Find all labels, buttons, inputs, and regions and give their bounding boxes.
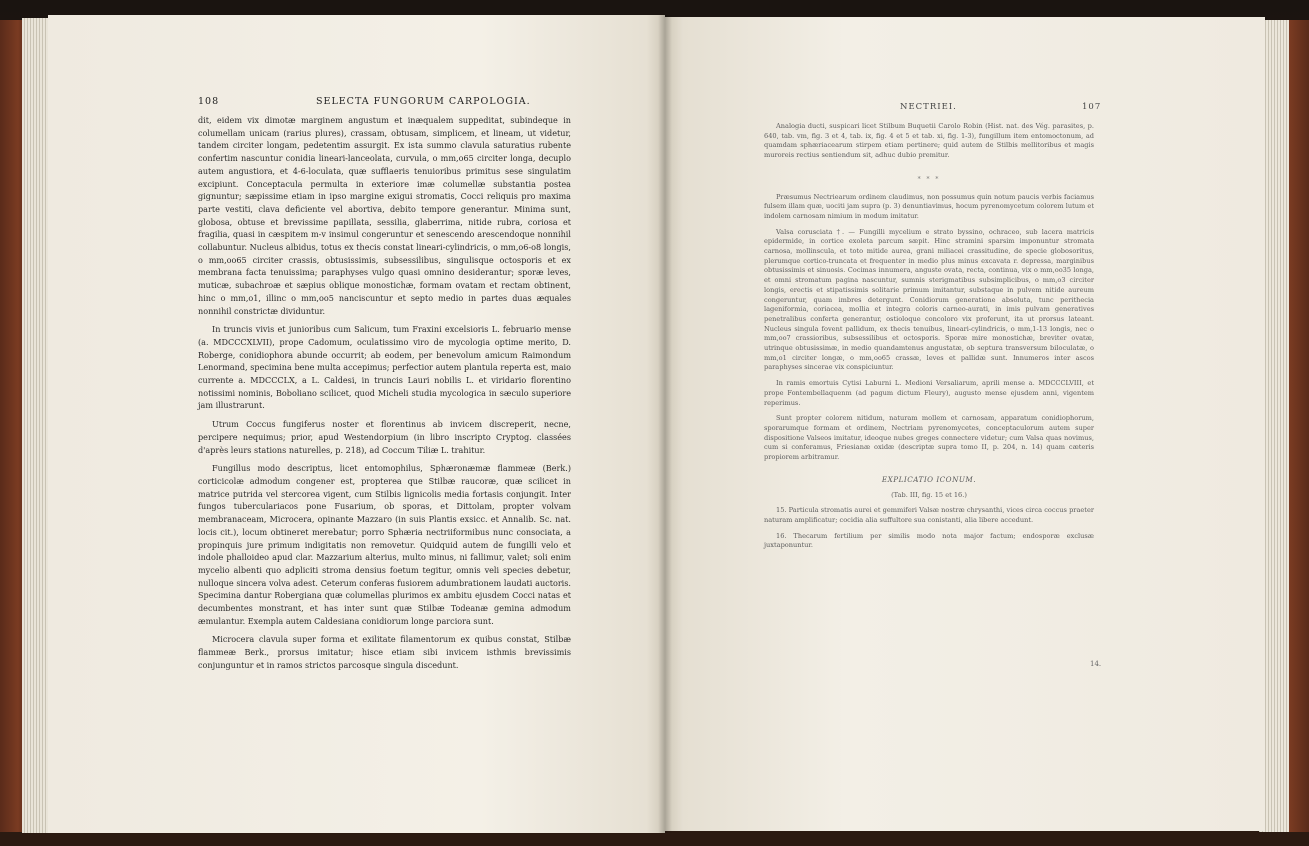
signature-mark: 14. (1090, 660, 1102, 668)
figure-16-caption: 16. Thecarum fertilium per similis modo nota major factum; endosporæ exclusæ juxtaponuntur. (764, 531, 1094, 550)
right-paragraph-3: Valsa corusciata †. — Fungilli mycelium e strato byssino, ochraceo, sub lacera matricis epidermide, in cortice exoleta parcum sæpit. Hinc stramini sparsim imponuntur stromata carnosa, mollinscula, et toto mitide aurea, grani miliacei crassitudine, de specie globosoritus, plerumque cortico-truncata et frequenter in medio plus minus excavata r. depressa, marginibus obtusissimis et sinuosis. Cocimas innumera, anguste ovata, recta, continua, vix o mm,oo35 longa, et omni stromatum pagina nascuntur, sumnis sterigmatibus subsimplicibus, o mm,o3 circiter longis, erectis et stipatissimis solitarie primum imitantur, substaque in pulvem nitide aureum congeruntur, quam imbres detergunt. Conidiorum generatione absoluta, tunc perithecia lageniformia, coriacea, mollia et integra coloris carneo-aurati, in imis pulvam generatives penetralibus conferta generantur, ostioloque concoloro vix proferunt, ita ut prorsus lateant. Nucleus singula fovent pallidum, ex thecis tenuibus, lineari-cylindricis, o mm,1-13 longis, nec o mm,oo7 crassioribus, subsessilibus et octosporis. Sporæ mire monostichæ, breviter ovatæ, utrinque obtusissimæ, in medio quandamtenus angustatæ, ob septura transversum biloculatæ, o mm,o1 circiter longæ, o mm,oo65 crassæ, leves et pallidæ sunt. Innumeros inter ascos paraphyses sincerae vix conspiciuntur. (764, 227, 1094, 372)
right-running-head: NECTRIEI. (900, 102, 957, 112)
book-gutter (658, 15, 672, 833)
right-page-number: 107 (1082, 102, 1102, 112)
left-paragraph-1: dit, eidem vix dimotæ marginem angustum et inæqualem suppeditat, subindeque in columellam unicam (rarius plures), crassam, obtusam, simplicem, et lineam, ut videtur, tandem circiter longam, pedetentim assurgit. Ex ista summo clavula saturatius rubente confertim nascuntur conidia lineari-lanceolata, curvula, o mm,o65 circiter longa, decuplo autem angustiora, et 4-6-loculata, quæ sufflaeris tenuioribus primitus sese singulatim excipiunt. Conceptacula permulta in exteriore imæ columellæ substantia postea gignuntur; sæpissime etiam in ipso margine exigui stromatis, Cocci reliquis pro maxima parte vestiti, clava deficiente vel abortiva, debito tempore generantur. Minima sunt, globosa, obtuse et brevissime papillata, sessilia, glaberrima, nitide rubra, coriosa et fragilia, quasi in cæspitem m-v insimul congeruntur et senescendo arescendoque nonnihil collabuntur. Nucleus albidus, totus ex thecis constat lineari-cylindricis, o mm,o6-o8 longis, o mm,oo65 circiter crassis, obtusissimis, subsessilibus, singulisque octosporis et ex membrana facta tenuissima; paraphyses vulgo quasi omnino desiderantur; sporæ leves, muticæ, subachroæ et sæpius oblique monostichæ, formam ovatam et rectam obtinent, hinc o mm,o1, illinc o mm,oo5 nanciscuntur et septo medio in partes duas æquales nonnihil constrictæ dividuntur. (198, 115, 571, 316)
right-paragraph-1: Analogia ducti, suspicari licet Stilbum Buquetii Carolo Robin (Hist. nat. des Vég. parasites, p. 640, tab. vm, fig. 3 et 4, tab. ix, fig. 4 et 5 et tab. xi, fig. 1-3), fungillum item entomoctonum, ad quamdam sphæriacearum stirpem etiam pertinere; quid autem de Stilbis mellitoribus et magis muroreis rectius sentiendum sit, adhuc dubio premitur. (764, 122, 1094, 160)
left-paragraph-4: Fungillus modo descriptus, licet entomophilus, Sphæronæmæ flammeæ (Berk.) corticicolæ admodum congener est, propterea que Stilbæ raucoræ, quæ scilicet in matrice putrida vel stercorea vigent, cum Stilbis lignicolis media fortasis conjungit. Inter fungos tuberculariacos pone Fusarium, ob sporas, et Dittolam, propter volvam membranaceam, Microcera, opinante Mazzaro (in suis Plantis exsicc. et Annalib. Sc. nat. locis cit.), locum obtineret merebatur; porro Sphæria nectriiformibus nunc consociata, a propinquis jure primum indigitatis non removetur. Quidquid autem de fungilli velo et indole phalloideo apud clar. Mazzarium alterius, multo minus, ni fallimur, valet; soli enim mycelio albenti quo adpliciti stroma densius foetum tegitur, omnis veli species debetur, nulloque sincera volva adest. Ceterum conferas fusiorem adumbrationem laudati auctoris. Specimina dantur Robergiana quæ columellas plurimos ex ambitu ejusdem Cocci natas et decumbentes monstrant, et has inter sunt quæ Stilbæ Todeanæ gemina admodum æmulantur. Exempla autem Caldesiana conidiorum longe parciora sunt. (198, 463, 571, 626)
right-paragraph-4: In ramis emortuis Cytisi Laburni L. Medioni Versaliarum, aprili mense a. MDCCCLVIII, et prope Fontembellaquenm (ad pagum dictum Fleury), augusto mense ejusdem anni, vigentem reperimus. (764, 379, 1094, 407)
explicatio-title: EXPLICATIO ICONUM. (881, 474, 977, 484)
left-running-head: SELECTA FUNGORUM CARPOLOGIA. (316, 96, 531, 107)
left-paragraph-3: Utrum Coccus fungiferus noster et florentinus ab invicem discreperit, necne, percipere nequimus; prior, apud Westendorpium (in libro inscripto Cryptog. classées d'après leurs stations naturelles, p. 218), ad Coccum Tiliæ L. trahitur. (198, 419, 571, 455)
section-separator: * * * (917, 175, 941, 183)
figure-15-caption: 15. Particula stromatis aurei et gemmiferi Valsæ nostræ chrysanthi, vices circa coccus praeter naturam amplificatur; cocidia alia suffultore sua conistanti, alia libere accedunt. (764, 506, 1094, 524)
left-paragraph-5: Microcera clavula super forma et exilitate filamentorum ex quibus constat, Stilbæ flammeæ Berk., prorsus imitatur; hisce etiam sibi invicem isthmis brevissimis conjunguntur et in ramos strictos parcosque singula discedunt. (198, 634, 571, 670)
left-page-number: 108 (198, 96, 220, 107)
left-paragraph-2: In truncis vivis et junioribus cum Salicum, tum Fraxini excelsioris L. februario mense (a. MDCCCXLVII), prope Cadomum, oculatissimo viro de mycologia optime merito, D. Roberge, conidiophora abunde occurrit; ab eodem, per benevolum amicum Raimondum Lenormand, specimina bene multa accepimus; perfectior autem plantula reperta est, maio currente a. MDCCCLX, a L. Caldesi, in truncis Lauri nobilis L. et viridario florentino notissimi nominis, Boboliano scilicet, quod Micheli studia mycologica in sæculo superiore jam illustrarunt. (198, 324, 571, 411)
right-paragraph-2: Præsumus Nectriearum ordinem claudimus, non possumus quin notum paucis verbis faciamus fulsem illam quæ, uociti jam supra (p. 3) denuntiavimus, hocum pyrenomycetum colorem lutum et indolem carnosam nimium in modum imitatur. (764, 192, 1094, 220)
right-page-body (764, 122, 1094, 557)
left-page-body (198, 114, 571, 678)
explicatio-ref: (Tab. III, fig. 15 et 16.) (891, 490, 967, 499)
right-paragraph-5: Sunt propter colorem nitidum, naturam mollem et carnosam, apparatum conidiophorum, sporarumque formam et ordinem, Nectriam pyrenomycetes, conceptaculorum autem super dispositione Valseos imitatur, ideoque nubes greges connectere videtur; cum Valsa quas novimus, cum si conferamus, Friesianæ oxidæ (descriptæ supra tomo II, p. 204, n. 14) quam cæteris propiorem arbitramur. (764, 414, 1094, 462)
